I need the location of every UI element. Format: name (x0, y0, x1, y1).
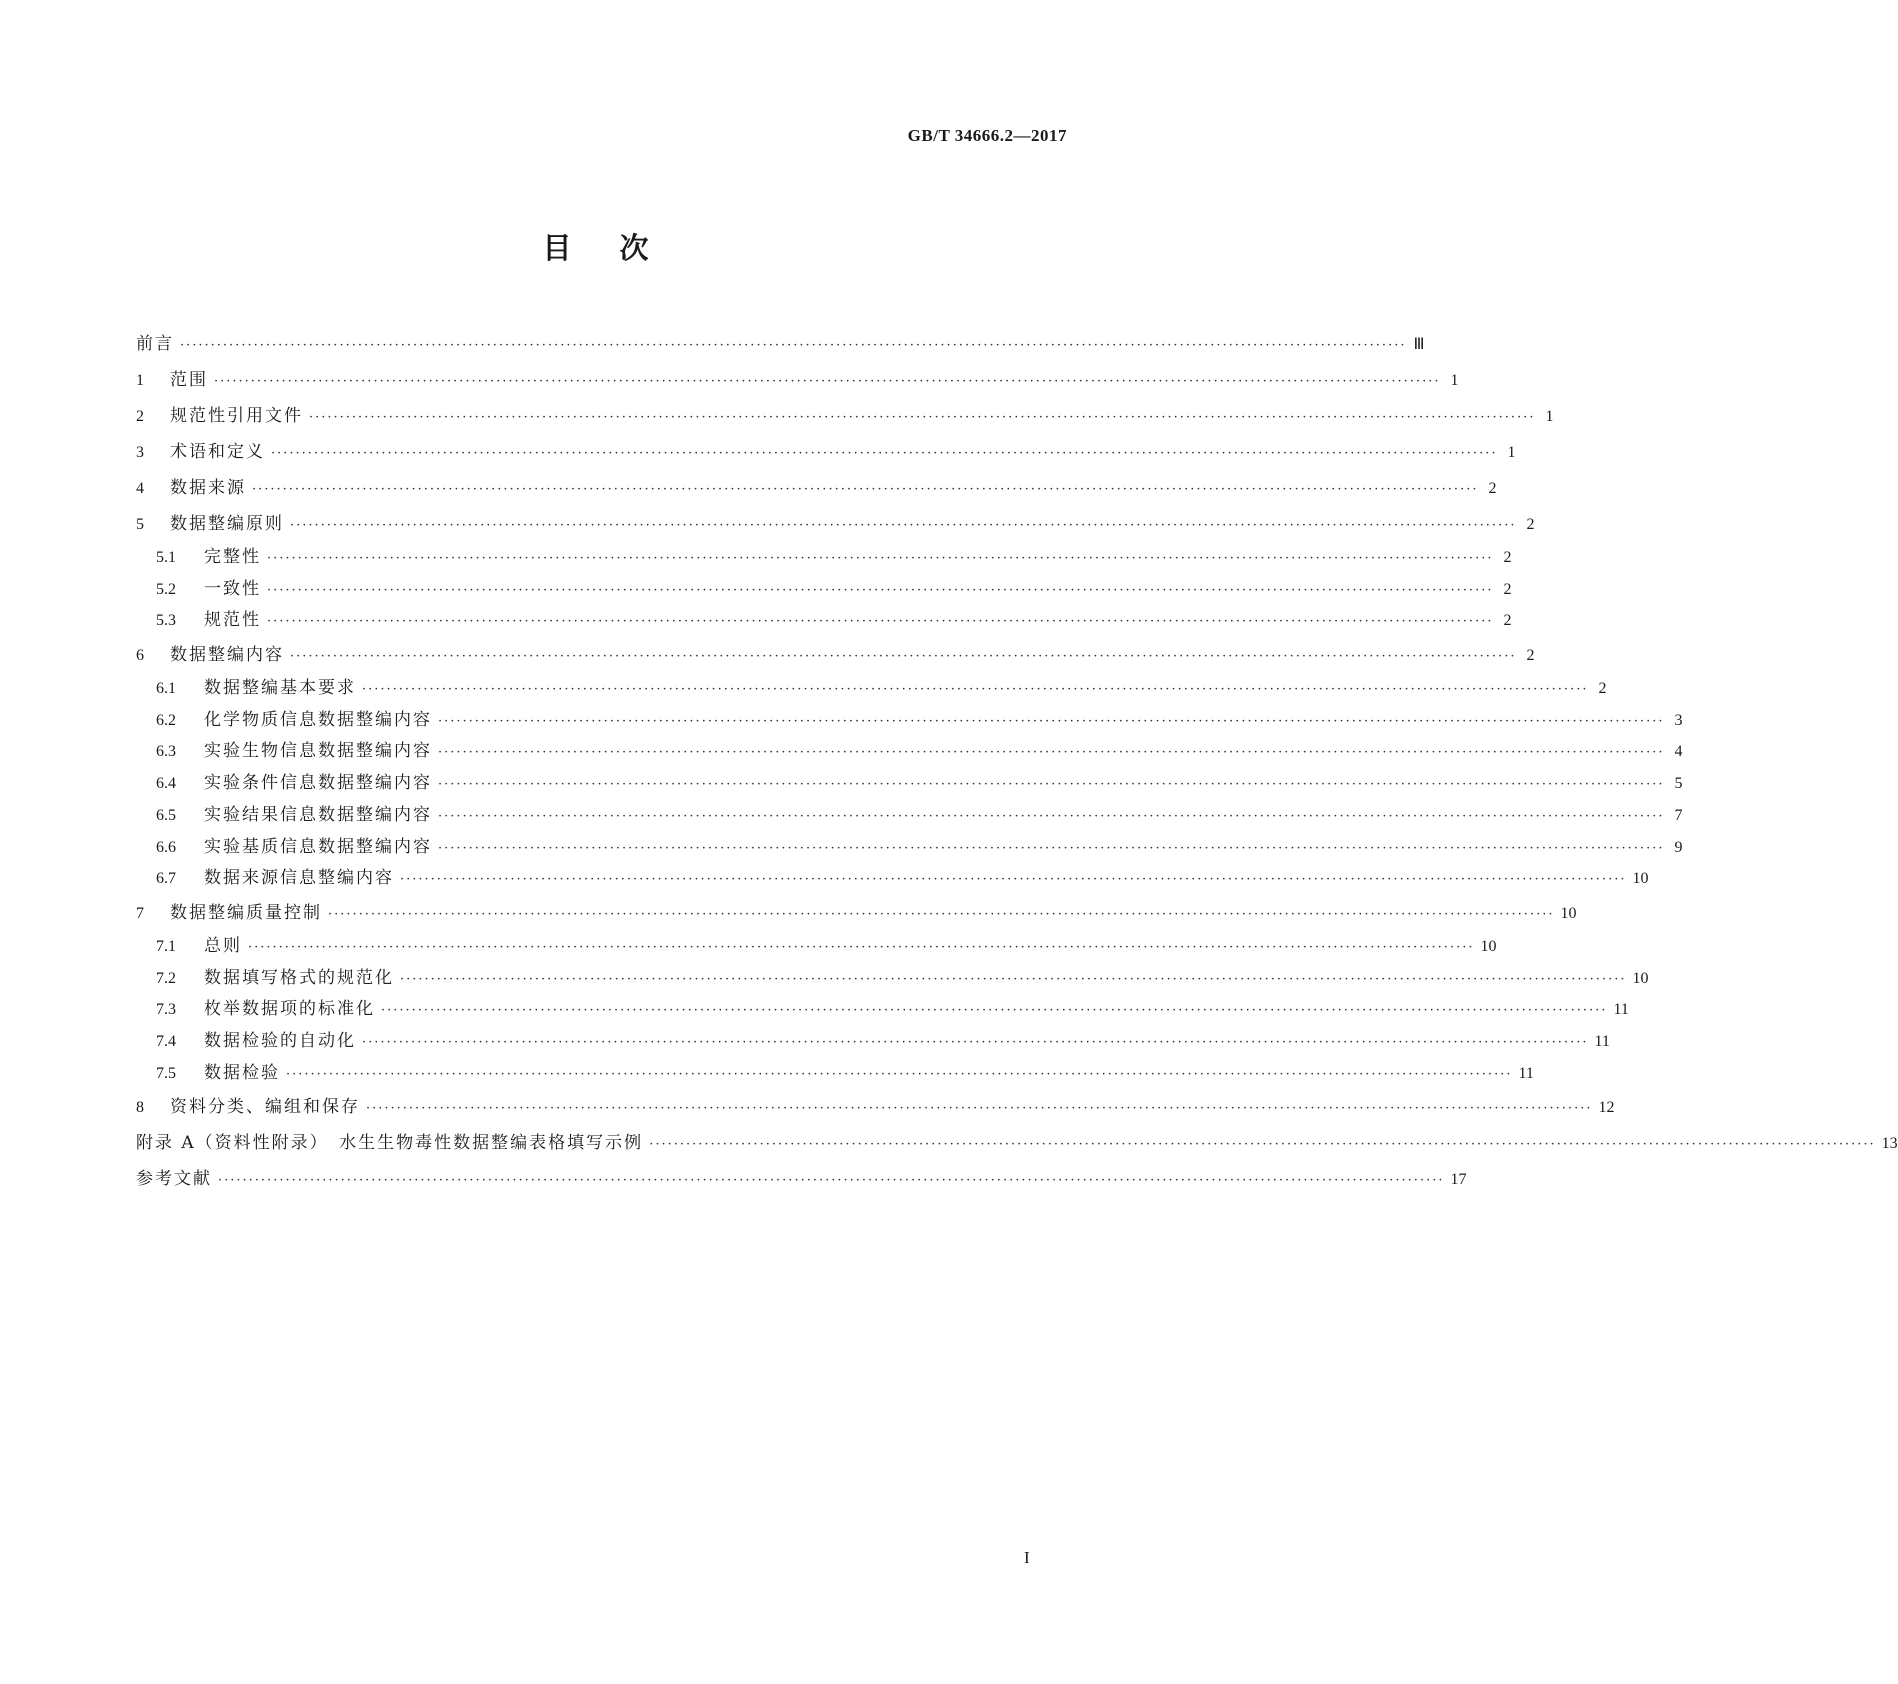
toc-entry-page: 4 (1674, 743, 1683, 761)
toc-entry-label: 一致性 (204, 578, 261, 599)
toc-entry-page: 2 (1526, 516, 1535, 533)
toc-entry-label: 数据来源 (170, 478, 246, 498)
toc-entry-page: 2 (1503, 549, 1512, 566)
toc-entry-page: 2 (1488, 480, 1497, 497)
toc-entry[interactable] (136, 736, 1683, 768)
dot-leader: ········································································································································································································ (252, 482, 1479, 497)
toc-entry-number: 5.2 (156, 580, 176, 598)
dot-leader: ········································································································································································································ (214, 374, 1441, 389)
toc-entry[interactable] (136, 1161, 1467, 1197)
toc-entry-number: 6.6 (156, 838, 176, 856)
toc-entry-label: 总则 (204, 935, 242, 956)
toc-entry[interactable] (136, 574, 1512, 606)
toc-entry[interactable] (136, 506, 1535, 542)
toc-entry[interactable] (136, 705, 1683, 737)
dot-leader: ········································································································································································································ (267, 551, 1494, 566)
toc-entry-page: 1 (1545, 408, 1554, 425)
toc-entry-label: 化学物质信息数据整编内容 (204, 709, 432, 730)
toc-entry-number: 6.4 (156, 775, 176, 793)
toc-entry[interactable] (136, 673, 1607, 705)
toc-entry-label: 规范性引用文件 (170, 406, 303, 426)
toc-entry-number: 7.4 (156, 1032, 176, 1050)
dot-leader: ········································································································································································································ (400, 971, 1627, 987)
toc-entry[interactable] (136, 470, 1497, 506)
toc-entry-label: 数据整编原则 (170, 514, 284, 534)
toc-entry-label: 参考文献 (136, 1169, 212, 1190)
dot-leader: ········································································································································································································ (400, 872, 1627, 888)
page-title: 目次 (542, 231, 697, 265)
dot-leader: ········································································································································································································ (438, 777, 1665, 793)
toc-entry[interactable] (136, 994, 1629, 1026)
toc-entry-number: 7.1 (156, 937, 176, 955)
toc-entry-page: 9 (1674, 838, 1683, 856)
toc-entry-label: 数据填写格式的规范化 (204, 967, 394, 988)
toc-entry-number: 6.5 (156, 806, 176, 824)
toc-entry-label: 数据检验的自动化 (204, 1030, 356, 1051)
dot-leader: ········································································································································································································ (438, 713, 1665, 729)
toc-entry-label: 数据来源信息整编内容 (204, 868, 394, 889)
toc-entry-label: 实验生物信息数据整编内容 (204, 741, 432, 762)
toc-entry-label: 实验结果信息数据整编内容 (204, 804, 432, 825)
toc-entry-number: 5.1 (156, 549, 176, 566)
toc-entry[interactable] (136, 434, 1516, 470)
toc-entry[interactable] (136, 931, 1497, 963)
toc-entry-number: 8 (136, 1099, 144, 1117)
dot-leader: ········································································································································································································ (180, 338, 1407, 353)
dot-leader: ········································································································································································································ (267, 582, 1494, 598)
toc-entry-number: 7.2 (156, 969, 176, 987)
toc-entry-page: 1 (1450, 372, 1459, 389)
toc-entry-page: 2 (1503, 612, 1512, 630)
toc-entry-page: 1 (1507, 444, 1516, 461)
toc-entry-page: 7 (1674, 806, 1683, 824)
toc-entry-page: 2 (1598, 680, 1607, 698)
toc-entry-number: 7 (136, 904, 144, 922)
dot-leader: ········································································································································································································ (286, 1066, 1513, 1082)
toc-entry-label: 前言 (136, 334, 174, 354)
toc-entry-page: 11 (1613, 1001, 1629, 1019)
toc-entry-number: 7.3 (156, 1001, 176, 1019)
toc-entry-number: 1 (136, 372, 144, 389)
toc-entry-page: 13 (1881, 1135, 1898, 1153)
toc-entry-page: 2 (1526, 647, 1535, 665)
toc-entry[interactable] (136, 768, 1683, 800)
toc-entry-page: 10 (1632, 969, 1649, 987)
dot-leader: ········································································································································································································ (649, 1137, 1876, 1153)
toc-entry-page: 10 (1480, 937, 1497, 955)
toc-entry-label: 数据整编质量控制 (170, 902, 322, 923)
dot-leader: ········································································································································································································ (328, 906, 1555, 922)
dot-leader: ········································································································································································································ (366, 1101, 1593, 1117)
toc-entry[interactable] (136, 800, 1683, 832)
toc-entry-label: 术语和定义 (170, 442, 265, 462)
toc-entry-page: 11 (1594, 1032, 1610, 1050)
toc-entry[interactable] (136, 963, 1649, 995)
toc-entry-number: 5.3 (156, 612, 176, 630)
toc-entry-label: 实验基质信息数据整编内容 (204, 836, 432, 857)
standard-code: GB/T 34666.2—2017 (907, 126, 1067, 145)
toc-entry[interactable] (136, 895, 1577, 931)
toc-entry[interactable] (136, 637, 1535, 673)
toc-entry[interactable] (136, 863, 1649, 895)
dot-leader: ········································································································································································································ (271, 446, 1498, 461)
toc-entry[interactable] (136, 362, 1459, 398)
toc-entry[interactable] (136, 542, 1512, 574)
dot-leader: ········································································································································································································ (290, 649, 1517, 665)
toc-entry-page: 10 (1560, 904, 1577, 922)
toc-entry-number: 6.3 (156, 743, 176, 761)
dot-leader: ········································································································································································································ (309, 410, 1536, 425)
toc-entry-number: 5 (136, 516, 144, 533)
toc-entry[interactable] (136, 326, 1425, 362)
toc-entry-page: 17 (1450, 1171, 1467, 1189)
dot-leader: ········································································································································································································ (438, 808, 1665, 824)
dot-leader: ········································································································································································································ (438, 745, 1665, 761)
toc-entry-label: 资料分类、编组和保存 (170, 1097, 360, 1118)
toc-entry-number: 6.2 (156, 711, 176, 729)
toc-entry-number: 6.1 (156, 680, 176, 698)
dot-leader: ········································································································································································································ (362, 1034, 1589, 1050)
toc-entry[interactable] (136, 1058, 1534, 1090)
table-of-contents (136, 326, 1898, 1197)
dot-leader: ········································································································································································································ (290, 518, 1517, 533)
toc-entry-number: 3 (136, 444, 144, 461)
toc-entry[interactable] (136, 1125, 1898, 1161)
toc-entry-label: 范围 (170, 370, 208, 390)
toc-entry[interactable] (136, 398, 1554, 434)
toc-entry-page: 11 (1518, 1064, 1534, 1082)
toc-entry-label: 数据整编基本要求 (204, 678, 356, 699)
toc-entry-label: 数据整编内容 (170, 645, 284, 666)
toc-entry-label: 规范性 (204, 610, 261, 631)
toc-entry-number: 4 (136, 480, 144, 497)
toc-entry-label: 数据检验 (204, 1062, 280, 1083)
dot-leader: ········································································································································································································ (381, 1003, 1608, 1019)
toc-entry-page: 3 (1674, 711, 1683, 729)
toc-entry-number: 6.7 (156, 870, 176, 888)
dot-leader: ········································································································································································································ (362, 682, 1589, 698)
toc-entry[interactable] (136, 605, 1512, 637)
toc-entry-label: 枚举数据项的标准化 (204, 999, 375, 1020)
toc-entry-number: 2 (136, 408, 144, 425)
dot-leader: ········································································································································································································ (248, 939, 1475, 955)
toc-entry-number: 6 (136, 647, 144, 665)
dot-leader: ········································································································································································································ (267, 614, 1494, 630)
dot-leader: ········································································································································································································ (438, 840, 1665, 856)
toc-entry-page: 12 (1598, 1099, 1615, 1117)
dot-leader: ········································································································································································································ (218, 1173, 1445, 1189)
toc-entry-label: 完整性 (204, 547, 261, 567)
page-number: I (1024, 1548, 1030, 1567)
toc-entry-page: 5 (1674, 775, 1683, 793)
toc-entry[interactable] (136, 832, 1683, 864)
toc-entry-number: 7.5 (156, 1064, 176, 1082)
toc-entry[interactable] (136, 1026, 1610, 1058)
toc-entry[interactable] (136, 1089, 1615, 1125)
toc-entry-page: Ⅲ (1413, 336, 1425, 353)
toc-entry-page: 10 (1632, 870, 1649, 888)
toc-entry-label: 实验条件信息数据整编内容 (204, 773, 432, 794)
toc-entry-page: 2 (1503, 580, 1512, 598)
toc-entry-label: 附录 A（资料性附录） 水生生物毒性数据整编表格填写示例 (136, 1133, 644, 1154)
